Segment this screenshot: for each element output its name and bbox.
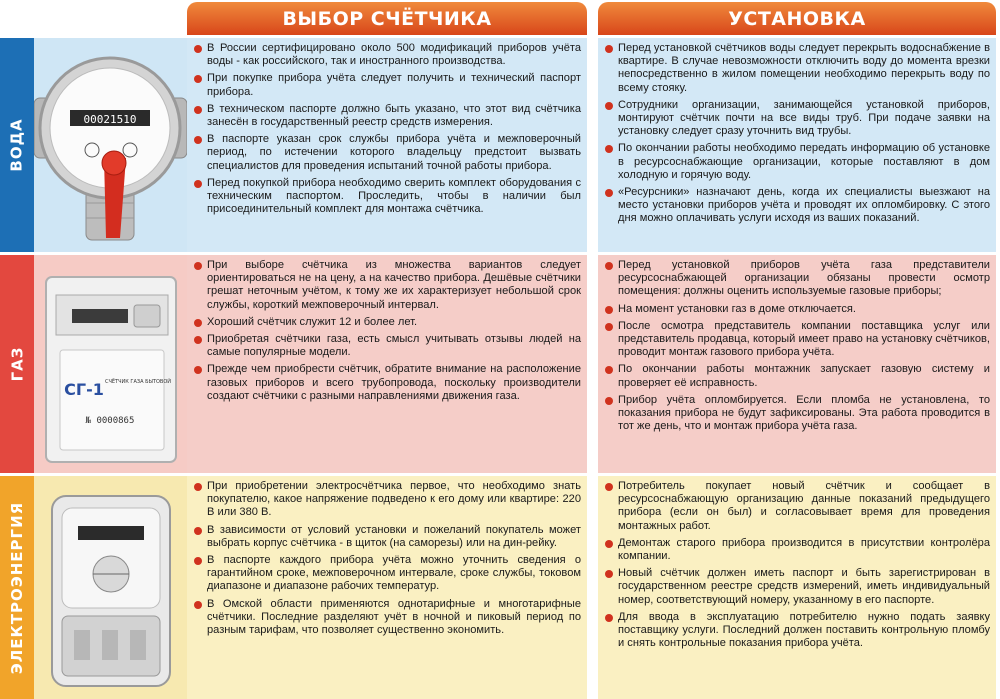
gas-meter-caption: СЧЁТЧИК ГАЗА БЫТОВОЙ (104, 379, 172, 385)
list-item: Потребитель покупает новый счётчик и сообщает в ресурсоснабжающую организацию данные показаний предыдущего прибора (если он был) и согласовывает время для проведения монтажных работ. (604, 480, 990, 533)
header-installation: УСТАНОВКА (598, 2, 996, 35)
list-item: На момент установки газ в доме отключается. (604, 303, 990, 316)
list-gas-install (604, 259, 990, 433)
electricity-meter-illustration (34, 476, 187, 699)
list-item: В техническом паспорте должно быть указано, что этот вид счётчика занесён в государственный реестр средств измерения. (193, 103, 581, 129)
row-label-electricity-text: ЭЛЕКТРОЭНЕРГИЯ (8, 501, 27, 674)
row-label-gas-text: ГАЗ (8, 346, 27, 382)
list-item: В паспорте каждого прибора учёта можно уточнить сведения о гарантийном сроке, межповерочном интервале, сроке службы, токовом диапазоне и диапазоне рабочих температур. (193, 554, 581, 594)
header-select-meter: ВЫБОР СЧЁТЧИКА (187, 2, 587, 35)
list-gas-select (193, 259, 581, 403)
list-item: При приобретении электросчётчика первое, что необходимо знать покупателю, какое напряжение подведено к его дому или квартире: 220 В или 380 В. (193, 480, 581, 520)
cell-gas-select (187, 255, 587, 473)
gas-meter-serial: № 0000865 (85, 416, 135, 426)
water-meter-image (34, 38, 187, 252)
row-label-electricity (0, 476, 34, 699)
list-item: Для ввода в эксплуатацию потребителю нужно подать заявку поставщику услуги. Последний должен поставить контрольную пломбу и снять контрольные показания прибора учёта. (604, 611, 990, 651)
list-item: Прежде чем приобрести счётчик, обратите внимание на расположение газовых приборов и всего трубопровода, поскольку производители создают счётчики с разными направлениями движения газа. (193, 363, 581, 403)
row-label-gas (0, 255, 34, 473)
list-item: По окончании работы необходимо передать информацию об установке в ресурсоснабжающие организации, которые поставляют в дом холодную и горячую воду. (604, 142, 990, 182)
list-item: После осмотра представитель компании поставщика услуг или представитель продавца, который имеет право на установку счётчиков, проводит монтаж газового прибора учёта. (604, 320, 990, 360)
gas-meter-image (34, 255, 187, 473)
water-meter-readout: 00021510 (83, 113, 137, 126)
list-item: В зависимости от условий установки и пожеланий покупатель может выбрать корпус счётчика - в щиток (на саморезы) или на дин-рейку. (193, 524, 581, 550)
cell-electricity-install (598, 476, 996, 699)
list-item: Хороший счётчик служит 12 и более лет. (193, 316, 581, 329)
list-item: Новый счётчик должен иметь паспорт и быть зарегистрирован в государственном реестре средств измерений, иметь индивидуальный номер, соответствующий номеру, указанному в его паспорте. (604, 567, 990, 607)
row-label-water (0, 38, 34, 252)
gas-meter-illustration (34, 255, 187, 473)
list-item: При выборе счётчика из множества вариантов следует ориентироваться не на цену, а на качество прибора. Дешёвые счётчики грешат неточным учётом, к тому же их характеризует небольшой срок службы, короткий межповерочный интервал. (193, 259, 581, 312)
list-item: В России сертифицировано около 500 модификаций приборов учёта воды - как российского, так и иностранного производства. (193, 42, 581, 68)
cell-water-install (598, 38, 996, 252)
list-electricity-select (193, 480, 581, 637)
list-item: Перед покупкой прибора необходимо сверить комплект оборудования с техническим паспортом. Проследить, чтобы в наличии был присоединительный комплект для монтажа счётчика. (193, 177, 581, 217)
list-item: В паспорте указан срок службы прибора учёта и межповерочный период, по истечении которого владельцу предстоит вызвать специалистов для проведения испытаний точной работы прибора. (193, 133, 581, 173)
list-item: Демонтаж старого прибора производится в присутствии контролёра компании. (604, 537, 990, 563)
list-water-select (193, 42, 581, 216)
list-item: Приобретая счётчики газа, есть смысл учитывать отзывы людей на самые популярные модели. (193, 333, 581, 359)
list-item: По окончании работы монтажник запускает газовую систему и проверяет её исправность. (604, 363, 990, 389)
list-item: «Ресурсники» назначают день, когда их специалисты выезжают на место установки приборов учёта и проводят их опломбировку. С этого дня можно оплачивать услуги исходя из ваших показаний. (604, 186, 990, 226)
cell-electricity-select (187, 476, 587, 699)
list-item: В Омской области применяются однотарифные и многотарифные счётчики. Последние разделяют учёт в ночной и пиковый период по разным тарифам, что позволяет существенно экономить. (193, 598, 581, 638)
electricity-meter-image (34, 476, 187, 699)
list-water-install (604, 42, 990, 226)
gas-meter-brand: СГ-1 (64, 380, 104, 399)
cell-gas-install (598, 255, 996, 473)
list-item: Прибор учёта опломбируется. Если пломба не установлена, то показания прибора не будут зафиксированы. Эта работа проводится в тот же день, что и монтаж прибора учёта газа. (604, 394, 990, 434)
cell-water-select (187, 38, 587, 252)
row-label-water-text: ВОДА (8, 118, 26, 172)
list-item: Перед установкой счётчиков воды следует перекрыть водоснабжение в квартире. В случае невозможности отключить воду до момента врезки непосредственно в жилом помещении необходимо перекрыть воду по всему стояку. (604, 42, 990, 95)
list-item: Перед установкой приборов учёта газа представители ресурсоснабжающей организации обязаны провести осмотр помещения: должны оценить используемые газовые приборы; (604, 259, 990, 299)
water-meter-illustration (34, 38, 187, 252)
list-item: Сотрудники организации, занимающейся установкой приборов, монтируют счётчик почти на все виды труб. При подаче заявки на установку следует сразу уточнить вид трубы. (604, 99, 990, 139)
list-electricity-install (604, 480, 990, 650)
list-item: При покупке прибора учёта следует получить и технический паспорт прибора. (193, 72, 581, 98)
